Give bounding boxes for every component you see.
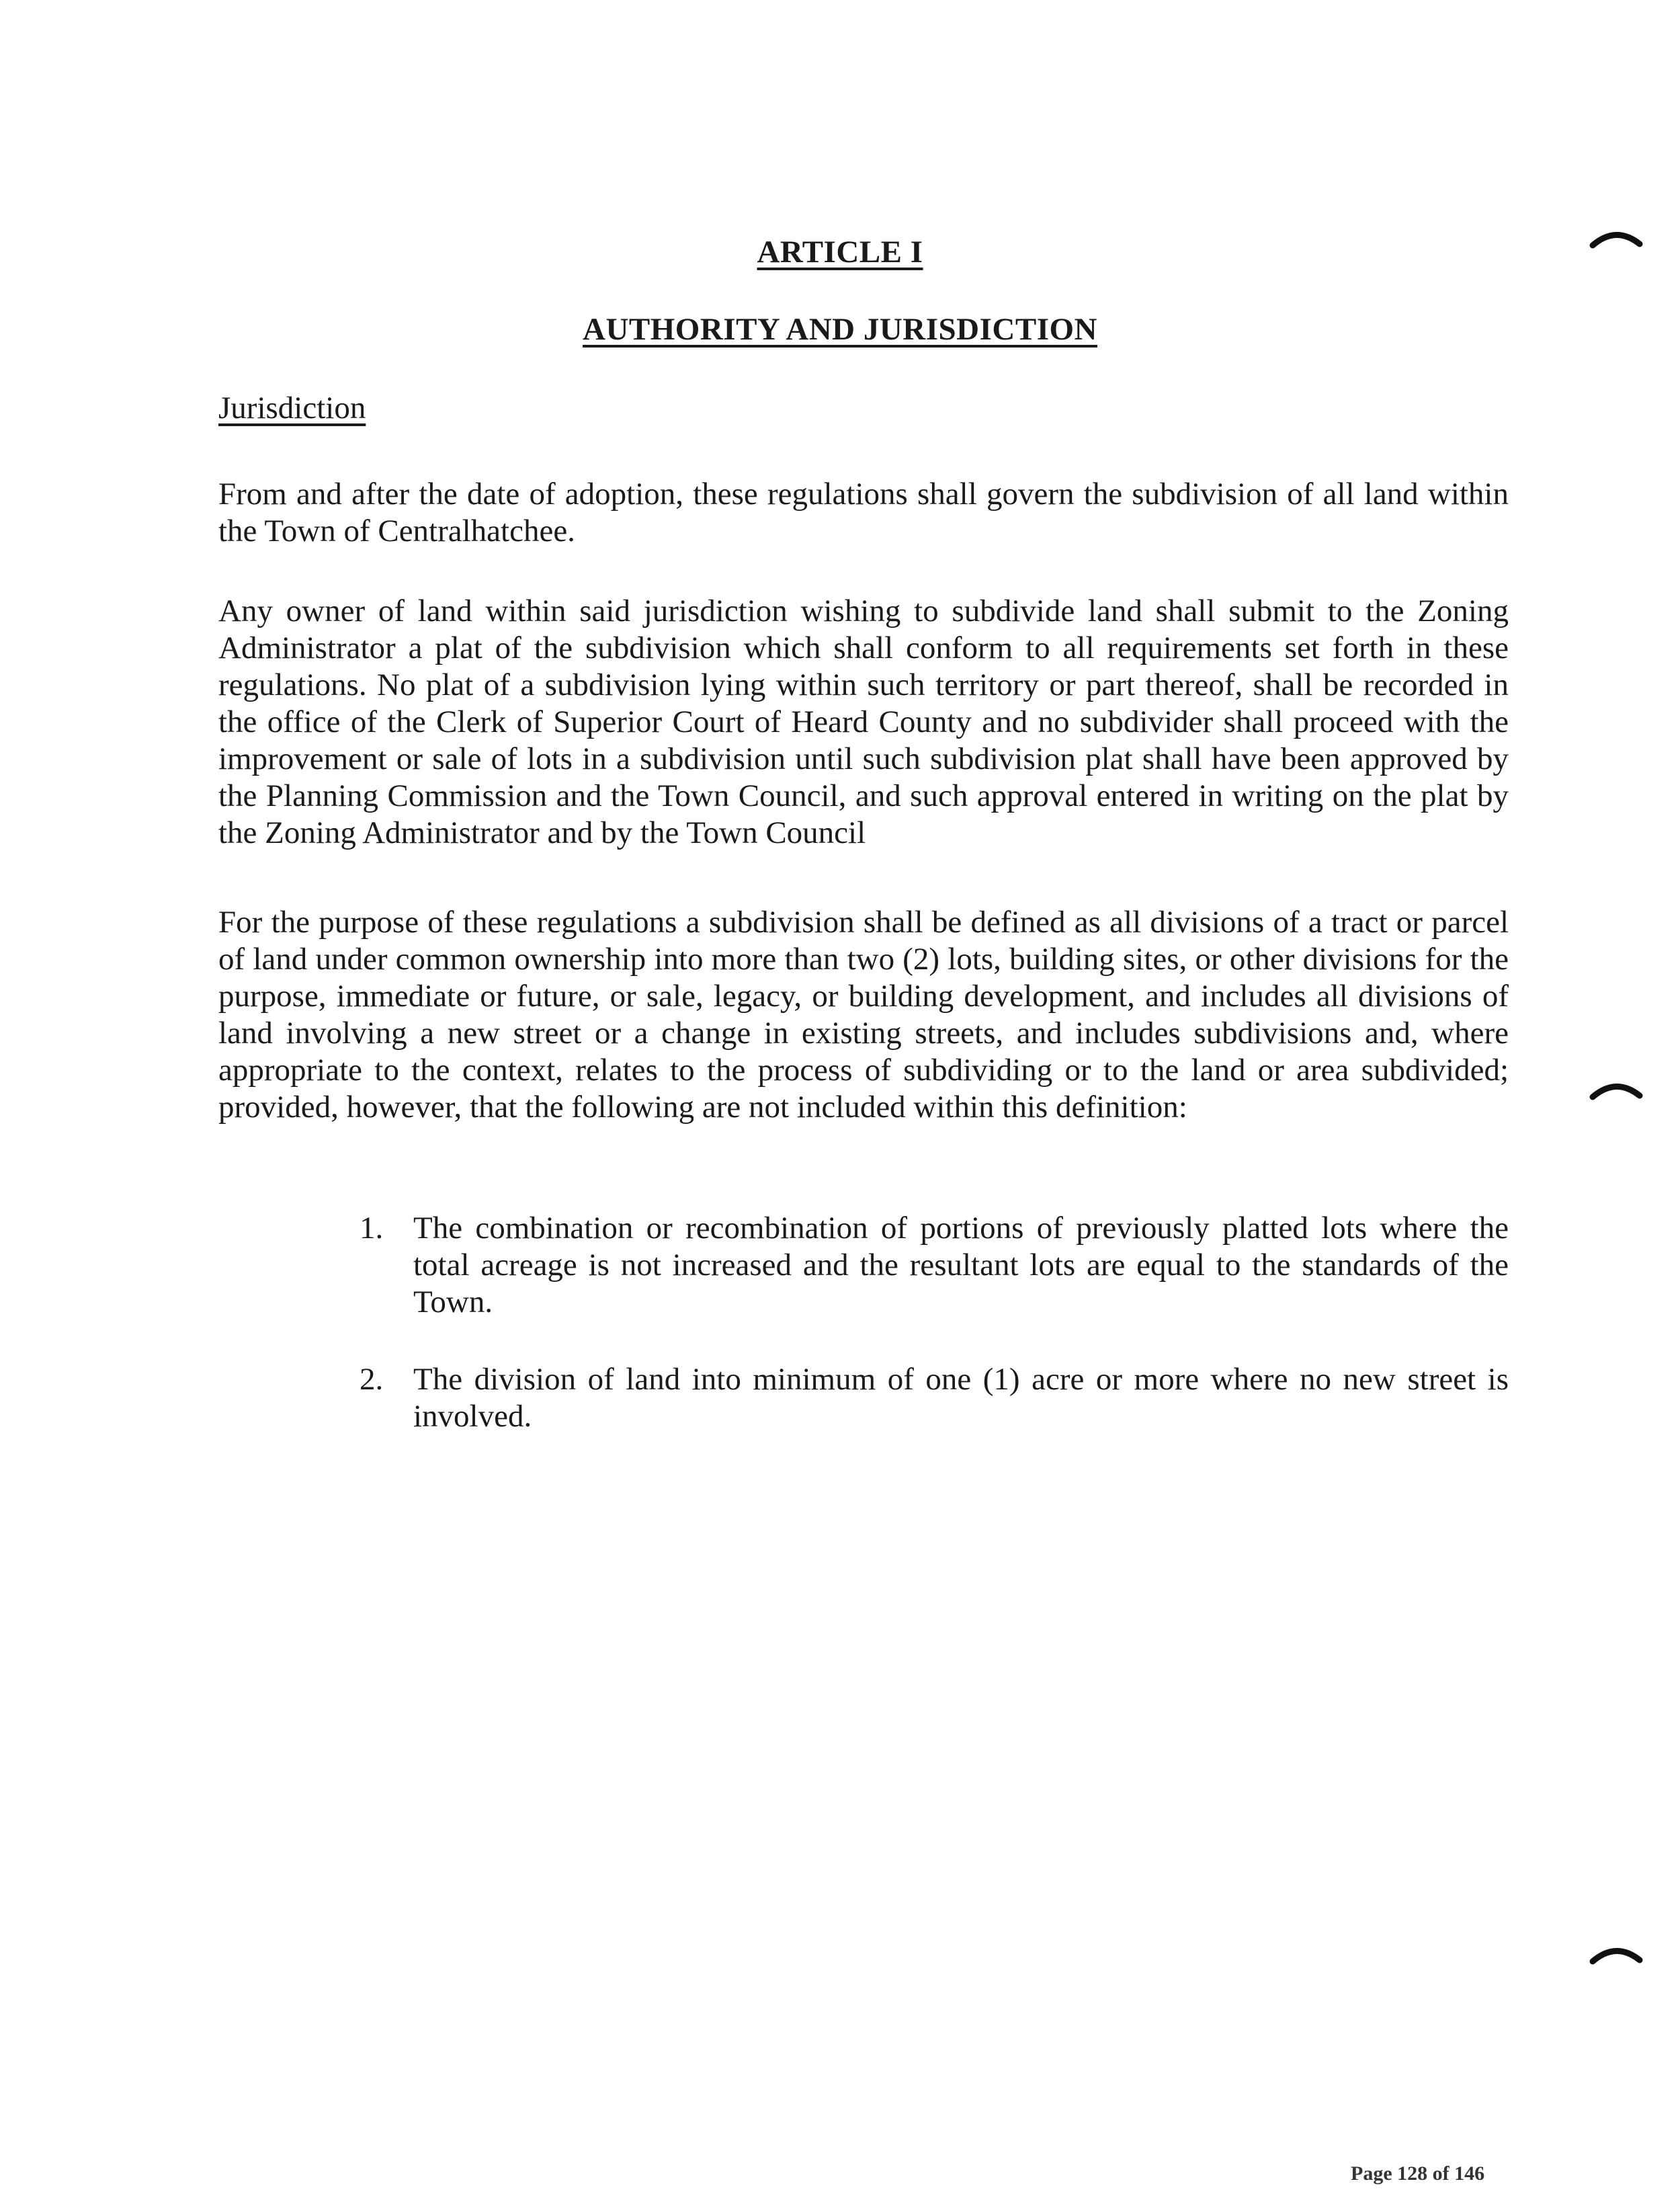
list-item xyxy=(360,1361,1509,1435)
page-number: Page 128 of 146 xyxy=(1351,2162,1485,2185)
section-heading: Jurisdiction xyxy=(218,391,366,425)
binder-hole-mark-icon xyxy=(1589,1941,1643,1968)
list-item-text: The combination or recombination of portions of previously platted lots where the total acreage is not increased and the resultant lots are equal to the standards of the Town. xyxy=(413,1211,1509,1319)
list-item-number: 1. xyxy=(360,1211,384,1246)
article-title: ARTICLE I xyxy=(757,235,923,270)
article-subtitle: AUTHORITY AND JURISDICTION xyxy=(583,312,1097,347)
binder-hole-mark-icon xyxy=(1589,225,1643,252)
paragraph-adoption: From and after the date of adoption, these regulations shall govern the subdivision of all land within the Town of Centralhatchee. xyxy=(218,477,1509,548)
paragraph-subdivision-definition: For the purpose of these regulations a subdivision shall be defined as all divisions of a tract or parcel of land under common ownership into more than two (2) lots, building sites, or other divisions for the purpose, immediate or future, or sale, legacy, or building development, and includes all divisions of land involving a new street or a change in existing streets, and includes subdivisions and, where appropriate to the context, relates to the process of subdividing or to the land or area subdivided; provided, however, that the following are not included within this definition: xyxy=(218,905,1509,1125)
exclusion-list-item-1 xyxy=(360,1210,1509,1321)
exclusion-list-item-2 xyxy=(360,1361,1509,1435)
binder-hole-mark-icon xyxy=(1589,1077,1643,1104)
paragraph-plat-submission: Any owner of land within said jurisdiction wishing to subdivide land shall submit to the Zoning Administrator a plat of the subdivision which shall conform to all requirements set forth in these regulations. No plat of a subdivision lying within such territory or part thereof, shall be recorded in the office of the Clerk of Superior Court of Heard County and no subdivider shall proceed with the improvement or sale of lots in a subdivision until such subdivision plat shall have been approved by the Planning Commission and the Town Council, and such approval entered in writing on the plat by the Zoning Administrator and by the Town Council xyxy=(218,594,1509,850)
list-item-number: 2. xyxy=(360,1362,384,1397)
list-item xyxy=(360,1210,1509,1321)
list-item-text: The division of land into minimum of one (1) acre or more where no new street is involved. xyxy=(413,1362,1509,1434)
